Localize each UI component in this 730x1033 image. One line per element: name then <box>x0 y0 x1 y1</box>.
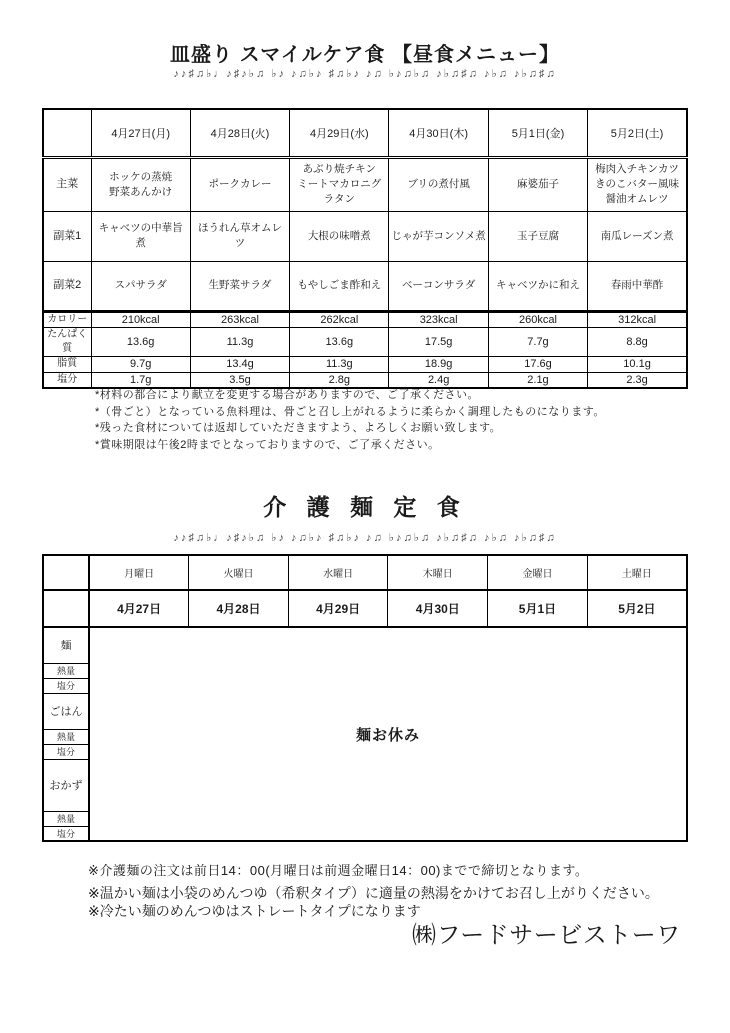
day-header: 4月28日(火) <box>190 109 289 157</box>
row-label-energy: 熱量 <box>43 729 89 744</box>
nutrition-value: 210kcal <box>91 311 190 327</box>
dish-cell: 春雨中華酢 <box>588 261 687 311</box>
nutrition-value: 263kcal <box>190 311 289 327</box>
date-header: 5月1日 <box>488 590 588 627</box>
weekday-header: 金曜日 <box>488 555 588 590</box>
lunch-notes <box>95 387 605 453</box>
row-label: 主菜 <box>43 157 91 211</box>
lunch-menu-table <box>42 108 688 389</box>
nutrition-value: 13.6g <box>290 327 389 356</box>
nutrition-value: 13.6g <box>91 327 190 356</box>
lunch-menu-title: 皿盛り スマイルケア食 【昼食メニュー】 <box>170 44 560 66</box>
row-label-energy: 熱量 <box>43 663 89 678</box>
row-label-salt: 塩分 <box>43 678 89 693</box>
nutrition-value: 10.1g <box>588 356 687 372</box>
nutrition-value: 1.7g <box>91 372 190 388</box>
nutrition-value: 11.3g <box>290 356 389 372</box>
nutrition-value: 9.7g <box>91 356 190 372</box>
nutrition-value: 8.8g <box>588 327 687 356</box>
note-line: ※冷たい麺のめんつゆはストレートタイプになります <box>88 903 421 919</box>
row-label-energy: 熱量 <box>43 811 89 826</box>
nutrition-value: 323kcal <box>389 311 488 327</box>
nutrition-value: 2.3g <box>588 372 687 388</box>
salt-row <box>43 372 687 388</box>
nutrition-value: 2.1g <box>488 372 587 388</box>
noodle-body-message-cell <box>89 627 687 841</box>
day-header: 4月27日(月) <box>91 109 190 157</box>
day-header: 4月29日(水) <box>290 109 389 157</box>
dish-cell: ほうれん草オムレツ <box>190 211 289 261</box>
dish-cell: あぶり焼チキン ミートマカロニグラタン <box>290 157 389 211</box>
dish-cell: もやしごま酢和え <box>290 261 389 311</box>
nutrition-value: 11.3g <box>190 327 289 356</box>
protein-row <box>43 327 687 356</box>
dish-cell: 梅肉入チキンカツ きのこバター風味醤油オムレツ <box>588 157 687 211</box>
nutrition-label: 塩分 <box>43 372 91 388</box>
row-label-okazu: おかず <box>43 759 89 811</box>
nutrition-value: 2.4g <box>389 372 488 388</box>
noodle-row <box>43 627 687 663</box>
dish-cell: じゃが芋コンソメ煮 <box>389 211 488 261</box>
row-label-salt: 塩分 <box>43 826 89 841</box>
nutrition-label: たんぱく質 <box>43 327 91 356</box>
date-header: 4月27日 <box>89 590 189 627</box>
nutrition-value: 18.9g <box>389 356 488 372</box>
nutrition-value: 260kcal <box>488 311 587 327</box>
nutrition-value: 13.4g <box>190 356 289 372</box>
nutrition-value: 17.5g <box>389 327 488 356</box>
nutrition-value: 262kcal <box>290 311 389 327</box>
date-header: 4月30日 <box>388 590 488 627</box>
weekday-header: 火曜日 <box>189 555 289 590</box>
row-label-salt: 塩分 <box>43 744 89 759</box>
side-dish-2-row <box>43 261 687 311</box>
note-line: *（骨ごと）となっている魚料理は、骨ごと召し上がれるように柔らかく調理したものになります。 <box>95 405 605 418</box>
main-dish-row <box>43 157 687 211</box>
nutrition-label: カロリー <box>43 311 91 327</box>
dish-cell: キャベツの中華旨煮 <box>91 211 190 261</box>
noodle-notes <box>88 860 659 920</box>
dish-cell: 南瓜レーズン煮 <box>588 211 687 261</box>
calorie-row <box>43 311 687 327</box>
dish-cell: スパサラダ <box>91 261 190 311</box>
music-notes-decoration: ♪♪♯♫♭♩♪♯♪♭♫ ♭♪ ♪♫♭♪ ♯♫♭♪ ♪♫ ♭♪♫♭♫ ♪♭♫♯♫ ♪♭♫ ♪♭♫♯♫ <box>173 532 557 544</box>
noodle-closed-message: 麺お休み <box>355 726 420 744</box>
row-label-noodle: 麺 <box>43 627 89 663</box>
corner-cell <box>43 109 91 157</box>
date-header-row <box>43 590 687 627</box>
nutrition-label: 脂質 <box>43 356 91 372</box>
note-line: *材料の都合により献立を変更する場合がありますので、ご了承ください。 <box>95 389 480 401</box>
row-label-rice: ごはん <box>43 693 89 729</box>
fat-row <box>43 356 687 372</box>
day-header: 5月2日(土) <box>588 109 687 157</box>
row-label: 副菜1 <box>43 211 91 261</box>
noodle-set-table <box>42 554 688 842</box>
company-name: ㈱フードサービストーワ <box>412 922 681 949</box>
nutrition-value: 17.6g <box>488 356 587 372</box>
corner-cell <box>43 590 89 627</box>
nutrition-value: 2.8g <box>290 372 389 388</box>
weekday-header: 木曜日 <box>388 555 488 590</box>
dish-cell: ポークカレー <box>190 157 289 211</box>
date-header: 4月29日 <box>288 590 388 627</box>
note-line: ※温かい麺は小袋のめんつゆ（希釈タイプ）に適量の熱湯をかけてお召し上がりください。 <box>88 885 659 901</box>
dish-cell: 生野菜サラダ <box>190 261 289 311</box>
nutrition-value: 7.7g <box>488 327 587 356</box>
corner-cell <box>43 555 89 590</box>
note-line: *残った食材については返却していただきますよう、よろしくお願い致します。 <box>95 422 502 434</box>
row-label: 副菜2 <box>43 261 91 311</box>
dish-cell: 麻婆茄子 <box>488 157 587 211</box>
dish-cell: 玉子豆腐 <box>488 211 587 261</box>
music-notes-decoration: ♪♪♯♫♭♩♪♯♪♭♫ ♭♪ ♪♫♭♪ ♯♫♭♪ ♪♫ ♭♪♫♭♫ ♪♭♫♯♫ ♪♭♫ ♪♭♫♯♫ <box>173 68 557 80</box>
day-header: 5月1日(金) <box>488 109 587 157</box>
date-header: 5月2日 <box>587 590 687 627</box>
dish-cell: ブリの煮付風 <box>389 157 488 211</box>
note-line: *賞味期限は午後2時までとなっておりますので、ご了承ください。 <box>95 438 440 451</box>
day-header: 4月30日(木) <box>389 109 488 157</box>
nutrition-value: 312kcal <box>588 311 687 327</box>
note-line: ※介護麺の注文は前日14：00(月曜日は前週金曜日14：00)までで締切となります。 <box>88 863 589 878</box>
weekday-header-row <box>43 555 687 590</box>
lunch-day-header-row <box>43 109 687 157</box>
noodle-set-title: 介 護 麺 定 食 <box>263 494 467 520</box>
weekday-header: 月曜日 <box>89 555 189 590</box>
side-dish-1-row <box>43 211 687 261</box>
date-header: 4月28日 <box>189 590 289 627</box>
nutrition-value: 3.5g <box>190 372 289 388</box>
dish-cell: ホッケの蒸焼 野菜あんかけ <box>91 157 190 211</box>
dish-cell: 大根の味噌煮 <box>290 211 389 261</box>
weekday-header: 水曜日 <box>288 555 388 590</box>
dish-cell: キャベツかに和え <box>488 261 587 311</box>
dish-cell: ベーコンサラダ <box>389 261 488 311</box>
weekday-header: 土曜日 <box>587 555 687 590</box>
